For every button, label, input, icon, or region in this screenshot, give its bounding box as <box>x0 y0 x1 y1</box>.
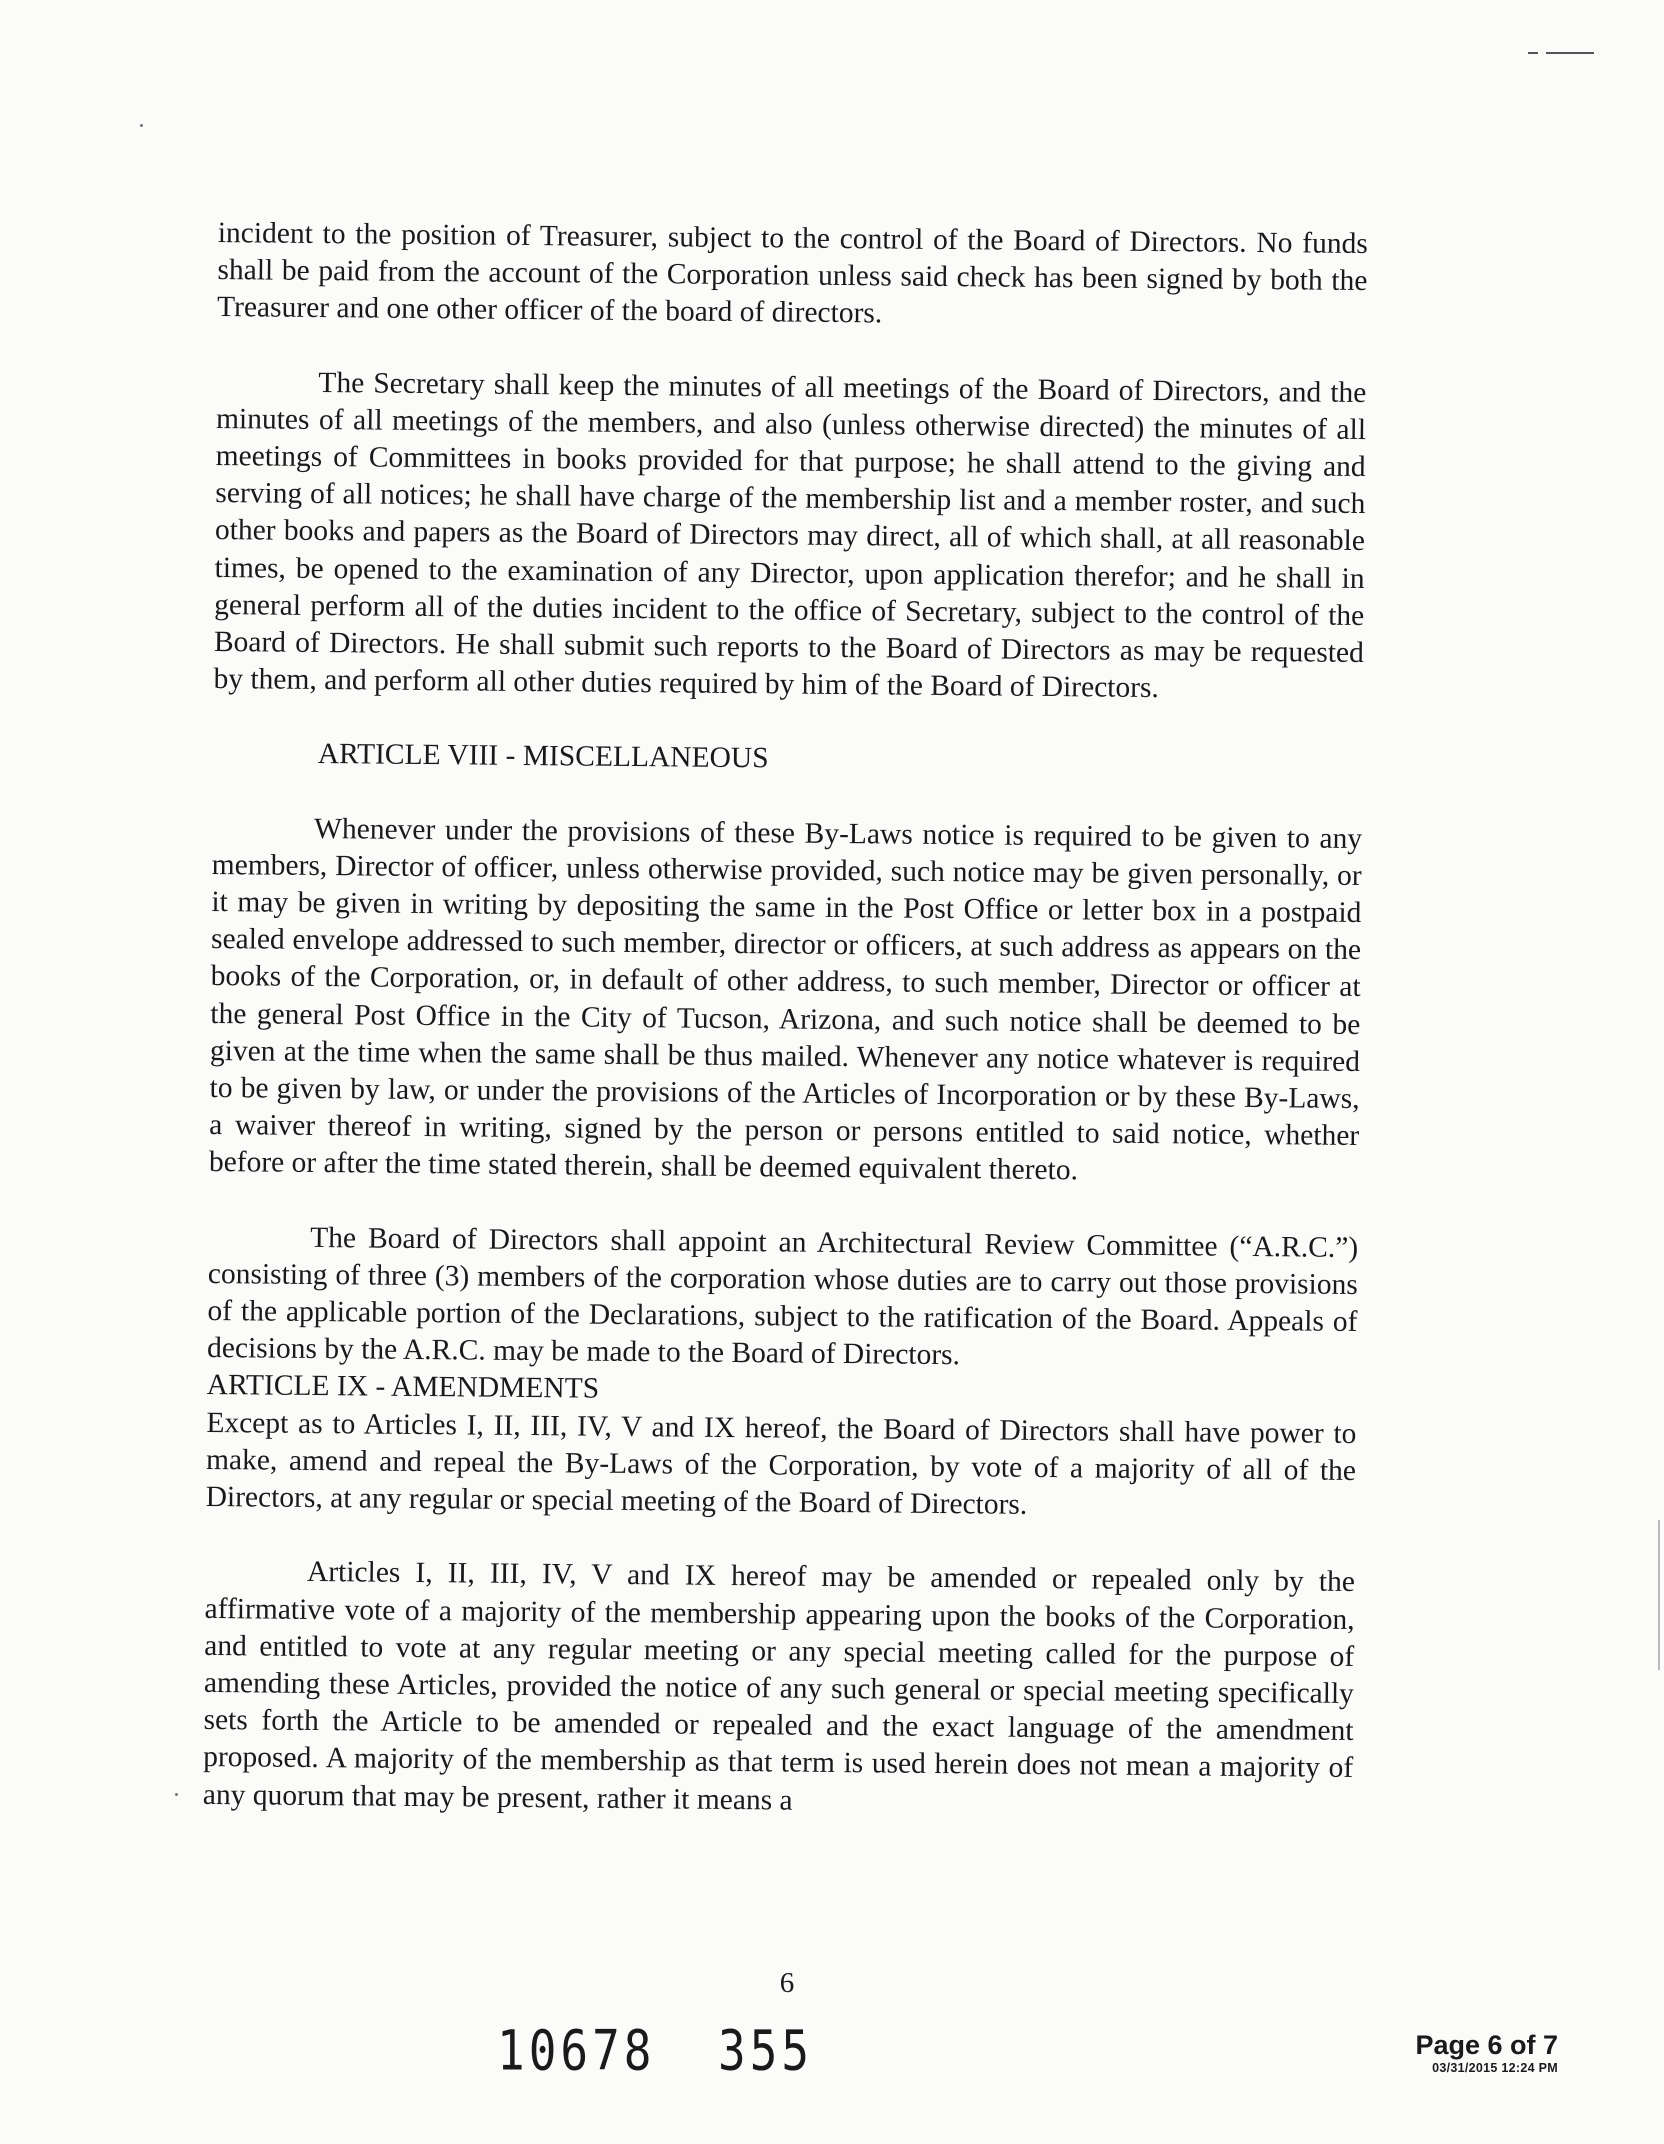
article-heading: ARTICLE VIII - MISCELLANEOUS <box>317 738 769 775</box>
body-paragraph: Whenever under the provisions of these By-Laws notice is required to be given to any members, Director of officer, unless otherwise provided, such notice may be given personally, or it may be given in writing by depositing the same in the Post Office or letter box in a postpaid sealed envelope addressed to such member, director or officers, at such address as appears on the books of the Corporation, or, in default of other address, to such member, Director or officer at the general Post Office in the City of Tucson, Arizona, and such notice shall be deemed to be given at the time when the same shall be thus mailed. Whenever any notice whatever is required to be given by law, or under the provisions of the Articles of Incorporation or by these By-Laws, a waiver thereof in writing, signed by the person or persons entitled to said notice, whether before or after the time stated therein, shall be deemed equivalent thereto. <box>208 812 1363 1187</box>
body-paragraph: incident to the position of Treasurer, subject to the control of the Board of Directors. No funds shall be paid from the account of the Corporation unless said check has been signed by both the Treasurer and one other officer of the board of directors. <box>216 216 1368 330</box>
scan-speck <box>175 1793 178 1796</box>
body-paragraph: Articles I, II, III, IV, V and IX hereof may be amended or repealed only by the affirmative vote of a majority of the membership appearing upon the books of the Corporation, and entitled to vote at any regular meeting or any special meeting called for the purpose of amending these Articles, provided the notice of any such general or special meeting specifically sets forth the Article to be amended or repealed and the exact language of the amendment proposed. A majority of the membership as that term is used herein does not mean a majority of any quorum that may be present, rather it means a <box>202 1556 1356 1817</box>
page-number: 6 <box>779 1967 795 1999</box>
stamp-page-count: Page 6 of 7 <box>1415 2030 1558 2060</box>
recording-stamp <box>1398 2030 1558 2076</box>
book-number: 10678 <box>497 2018 656 2083</box>
scan-mark-top-right-2 <box>1546 52 1594 54</box>
scan-edge-right <box>1658 1520 1660 1670</box>
body-paragraph: The Board of Directors shall appoint an Architectural Review Committee (“A.R.C.”) consisting of three (3) members of the corporation whose duties are to carry out those provisions of the applicable portion of the Declarations, subject to the ratification of the Board. Appeals of decisions by the A.R.C. may be made to the Board of Directors. <box>206 1221 1359 1372</box>
scan-mark-top-right <box>1528 52 1538 54</box>
article-heading: ARTICLE IX - AMENDMENTS <box>206 1369 600 1406</box>
recording-page-number: 355 <box>718 2018 814 2083</box>
body-paragraph: Except as to Articles I, II, III, IV, V and IX hereof, the Board of Directors shall have power to make, amend and repeal the By-Laws of the Corporation, by vote of a majority of all of the Directors, at any regular or special meeting of the Board of Directors. <box>205 1406 1357 1521</box>
stamp-date: 03/31/2015 12:24 PM <box>1432 2061 1558 2075</box>
document-body <box>203 215 1368 1825</box>
scan-speck <box>140 124 143 127</box>
body-paragraph: The Secretary shall keep the minutes of all meetings of the Board of Directors, and the minutes of all meetings of the members, and also (unless otherwise directed) the minutes of all meetings of Committees in books provided for that purpose; he shall attend to the giving and serving of all notices; he shall have charge of the membership list and a member roster, and such other books and papers as the Board of Directors may direct, all of which shall, at all reasonable times, be opened to the examination of any Director, upon application therefor; and he shall in general perform all of the duties incident to the office of Secretary, subject to the control of the Board of Directors. He shall submit such reports to the Board of Directors as may be requested by them, and perform all other duties required by him of the Board of Directors. <box>213 366 1367 705</box>
